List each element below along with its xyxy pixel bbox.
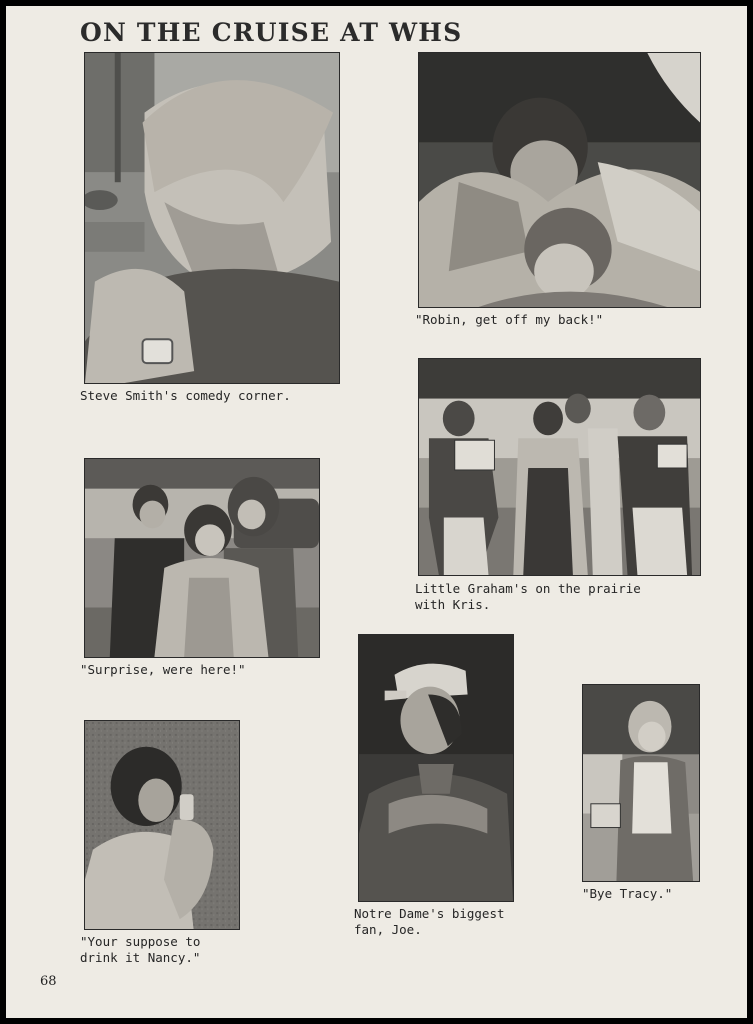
- photo-robin-piggyback: [418, 52, 701, 308]
- photo-caption: "Your suppose to drink it Nancy.": [80, 934, 201, 965]
- photo-surprise: [84, 458, 320, 658]
- photo-caption: Steve Smith's comedy corner.: [80, 388, 291, 403]
- photo-caption: Little Graham's on the prairie with Kris.: [415, 581, 641, 612]
- photo-nancy-drinking: [84, 720, 240, 930]
- photo-notre-dame-joe: [358, 634, 514, 902]
- photo-steve-smith: [84, 52, 340, 384]
- photo-caption: "Surprise, were here!": [80, 662, 246, 677]
- photo-bye-tracy: [582, 684, 700, 882]
- yearbook-page: [6, 6, 747, 1018]
- photo-caption: "Robin, get off my back!": [415, 312, 604, 327]
- photo-caption: "Bye Tracy.": [582, 886, 673, 901]
- photo-caption: Notre Dame's biggest fan, Joe.: [354, 906, 505, 937]
- photo-graham-group: [418, 358, 701, 576]
- page-number: 68: [40, 974, 57, 989]
- page-title: ON THE CRUISE AT WHS: [80, 18, 463, 47]
